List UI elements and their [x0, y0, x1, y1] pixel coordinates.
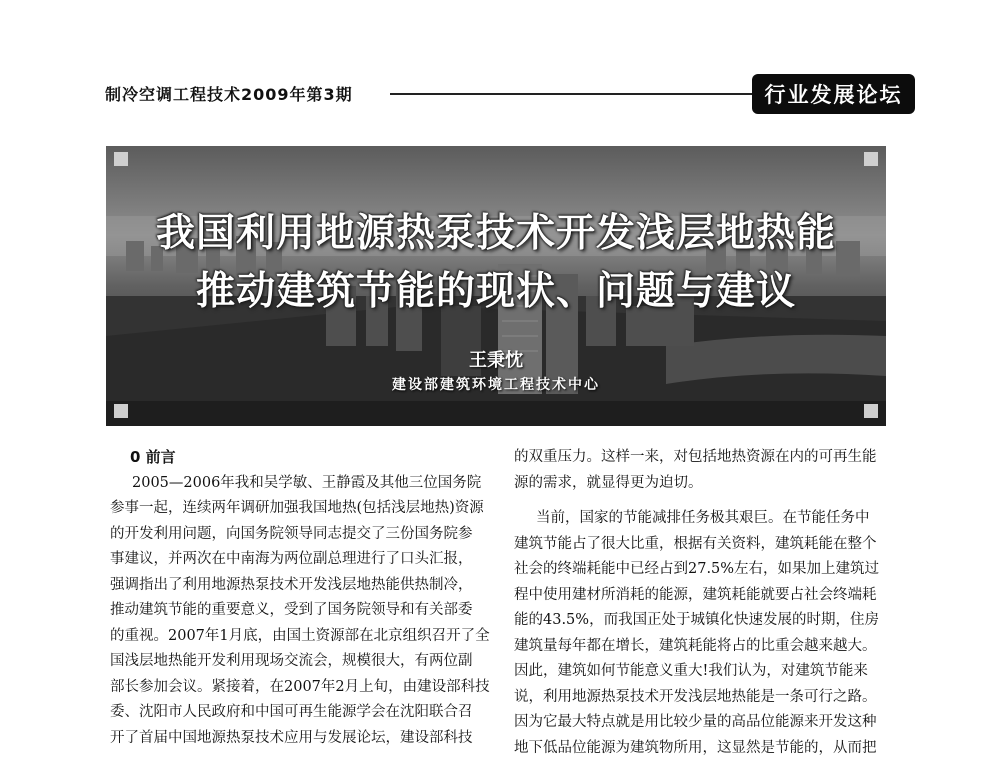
- body-line: 部长参加会议。紧接着，在2007年2月上旬，由建设部科技: [110, 675, 495, 701]
- body-line: 因为它最大特点就是用比较少量的高品位能源来开发这种: [514, 710, 899, 736]
- article-title-line-1: 我国利用地源热泵技术开发浅层地热能: [106, 202, 886, 258]
- body-line: 2005—2006年我和吴学敏、王静霞及其他三位国务院: [110, 471, 495, 497]
- author-affiliation: 建设部建筑环境工程技术中心: [106, 374, 886, 394]
- body-line: 建筑节能占了很大比重，根据有关资料，建筑耗能在整个: [514, 532, 899, 558]
- right-column: [514, 445, 899, 761]
- body-line: 的双重压力。这样一来，对包括地热资源在内的可再生能: [514, 445, 899, 471]
- corner-mark: [114, 404, 128, 418]
- corner-mark: [864, 404, 878, 418]
- body-line: 因此，建筑如何节能意义重大!我们认为，对建筑节能来: [514, 659, 899, 685]
- body-line: 推动建筑节能的重要意义，受到了国务院领导和有关部委: [110, 598, 495, 624]
- title-banner: [106, 146, 886, 426]
- body-line: 委、沈阳市人民政府和中国可再生能源学会在沈阳联合召: [110, 700, 495, 726]
- corner-mark: [864, 152, 878, 166]
- body-line: 地下低品位能源为建筑物所用，这显然是节能的，从而把: [514, 736, 899, 761]
- section-tag: 行业发展论坛: [752, 74, 915, 114]
- body-line: 参事一起，连续两年调研加强我国地热(包括浅层地热)资源: [110, 496, 495, 522]
- body-line: 事建议，并两次在中南海为两位副总理进行了口头汇报，: [110, 547, 495, 573]
- body-line: 的重视。2007年1月底，由国土资源部在北京组织召开了全: [110, 624, 495, 650]
- header-rule: [390, 93, 752, 95]
- body-line: 建筑量每年都在增长，建筑耗能将占的比重会越来越大。: [514, 634, 899, 660]
- journal-title: 制冷空调工程技术2009年第3期: [105, 82, 353, 105]
- section-heading: 0 前言: [110, 445, 495, 471]
- corner-mark: [114, 152, 128, 166]
- body-line: 源的需求，就显得更为迫切。: [514, 471, 899, 497]
- body-line: 说，利用地源热泵技术开发浅层地热能是一条可行之路。: [514, 685, 899, 711]
- article-title-line-2: 推动建筑节能的现状、问题与建议: [106, 260, 886, 316]
- body-line: 强调指出了利用地源热泵技术开发浅层地热能供热制冷，: [110, 573, 495, 599]
- body-line: 社会的终端耗能中已经占到27.5%左右，如果加上建筑过: [514, 557, 899, 583]
- body-line: 的开发利用问题，向国务院领导同志提交了三份国务院参: [110, 522, 495, 548]
- body-line: 开了首届中国地源热泵技术应用与发展论坛，建设部科技: [110, 726, 495, 752]
- body-line: 当前，国家的节能减排任务极其艰巨。在节能任务中: [514, 506, 899, 532]
- body-line: 国浅层地热能开发利用现场交流会，规模很大，有两位副: [110, 649, 495, 675]
- running-header: [105, 78, 915, 118]
- body-line: 能的43.5%，而我国正处于城镇化快速发展的时期，住房: [514, 608, 899, 634]
- author-name: 王秉忱: [106, 346, 886, 372]
- body-line: 程中使用建材所消耗的能源，建筑耗能就要占社会终端耗: [514, 583, 899, 609]
- left-column: [110, 445, 495, 751]
